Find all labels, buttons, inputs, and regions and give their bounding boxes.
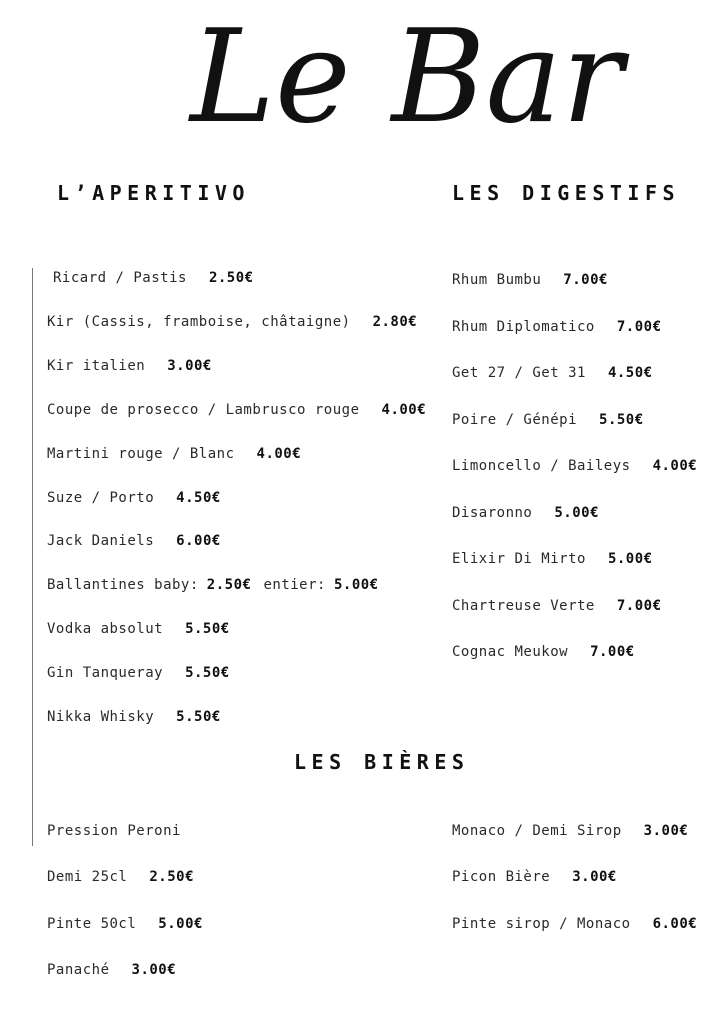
biere-item: [452, 915, 697, 933]
item-price: 5.00€: [607, 551, 653, 567]
item-price: 3.00€: [131, 961, 177, 978]
aperitivo-item: [47, 489, 221, 507]
item-name: Picon Bière: [452, 869, 551, 886]
item-price: 4.00€: [256, 445, 302, 462]
item-name: Vodka absolut: [47, 621, 164, 638]
digestifs-heading: LES DIGESTIFS: [452, 181, 681, 205]
item-price: 4.50€: [176, 489, 221, 506]
aperitivo-item: [47, 445, 301, 463]
item-price: 6.00€: [176, 533, 221, 550]
item-price: 5.50€: [185, 665, 230, 682]
item-name: Monaco / Demi Sirop: [452, 823, 622, 839]
item-price: 2.50€: [149, 869, 195, 886]
item-name: Get 27 / Get 31: [452, 365, 586, 381]
item-name: Rhum Diplomatico: [452, 318, 595, 335]
item-name: Kir (Cassis, framboise, châtaigne): [47, 313, 351, 330]
aperitivo-item: [47, 532, 221, 550]
aperitivo-item: [47, 576, 379, 594]
aperitivo-item: [47, 401, 426, 419]
item-name: Chartreuse Verte: [452, 597, 595, 614]
item-name: Elixir Di Mirto: [452, 551, 586, 567]
item-price: 3.00€: [167, 357, 212, 374]
biere-item: [47, 915, 203, 933]
item-price: 4.00€: [652, 458, 698, 474]
digestif-item: [452, 597, 662, 615]
item-name: Ballantines baby:: [47, 577, 199, 594]
biere-item: [452, 822, 688, 840]
aperitivo-item: [47, 708, 221, 726]
item-price: 5.50€: [176, 709, 221, 725]
item-price: 5.00€: [158, 915, 203, 932]
item-price: 7.00€: [590, 644, 635, 660]
item-name: Poire / Génépi: [452, 411, 578, 428]
divider-line: [32, 268, 33, 846]
biere-item: [47, 822, 181, 840]
item-name: Nikka Whisky: [47, 709, 155, 725]
item-price: 2.80€: [372, 313, 418, 330]
item-name: Rhum Bumbu: [452, 272, 542, 288]
item-extra-price: 5.00€: [333, 577, 379, 594]
item-name: Pinte 50cl: [47, 915, 137, 932]
biere-item: [47, 961, 176, 979]
digestif-item: [452, 457, 697, 475]
aperitivo-heading: L’APERITIVO: [57, 181, 250, 205]
item-name: Suze / Porto: [47, 489, 155, 506]
item-name: Panaché: [47, 961, 110, 978]
item-price: 5.50€: [599, 411, 644, 428]
aperitivo-item: [47, 664, 230, 682]
item-name: Gin Tanqueray: [47, 665, 164, 682]
biere-item: [47, 868, 194, 886]
item-name: Demi 25cl: [47, 869, 128, 886]
item-price: 5.50€: [185, 621, 230, 638]
bieres-heading: LES BIÈRES: [294, 750, 470, 774]
item-name: Ricard / Pastis: [53, 270, 187, 286]
item-name: Limoncello / Baileys: [452, 458, 631, 474]
item-price: 6.00€: [652, 915, 698, 932]
item-name: Jack Daniels: [47, 533, 155, 550]
digestif-item: [452, 318, 662, 336]
item-price: 2.50€: [208, 270, 254, 286]
item-price: 7.00€: [616, 318, 662, 335]
item-name: Coupe de prosecco / Lambrusco rouge: [47, 401, 360, 418]
item-name: Disaronno: [452, 504, 533, 521]
item-extra-label: entier:: [263, 577, 326, 594]
item-name: Kir italien: [47, 357, 146, 374]
digestif-item: [452, 643, 635, 661]
menu-title: Le Bar: [190, 3, 623, 152]
aperitivo-item: [53, 269, 254, 287]
item-price: 3.00€: [643, 823, 689, 839]
item-price: 4.00€: [381, 401, 427, 418]
item-price: 5.00€: [554, 504, 600, 521]
item-name: Pression Peroni: [47, 823, 181, 839]
aperitivo-item: [47, 620, 230, 638]
item-name: Pinte sirop / Monaco: [452, 915, 631, 932]
item-price: 7.00€: [616, 597, 662, 614]
item-price: 2.50€: [206, 577, 252, 594]
item-price: 4.50€: [607, 365, 653, 381]
biere-item: [452, 868, 617, 886]
digestif-item: [452, 271, 608, 289]
digestif-item: [452, 411, 644, 429]
aperitivo-item: [47, 313, 417, 331]
digestif-item: [452, 550, 653, 568]
digestif-item: [452, 504, 599, 522]
item-price: 7.00€: [563, 272, 608, 288]
item-name: Martini rouge / Blanc: [47, 445, 235, 462]
item-price: 3.00€: [572, 869, 617, 886]
aperitivo-item: [47, 357, 212, 375]
digestif-item: [452, 364, 653, 382]
item-name: Cognac Meukow: [452, 644, 569, 660]
